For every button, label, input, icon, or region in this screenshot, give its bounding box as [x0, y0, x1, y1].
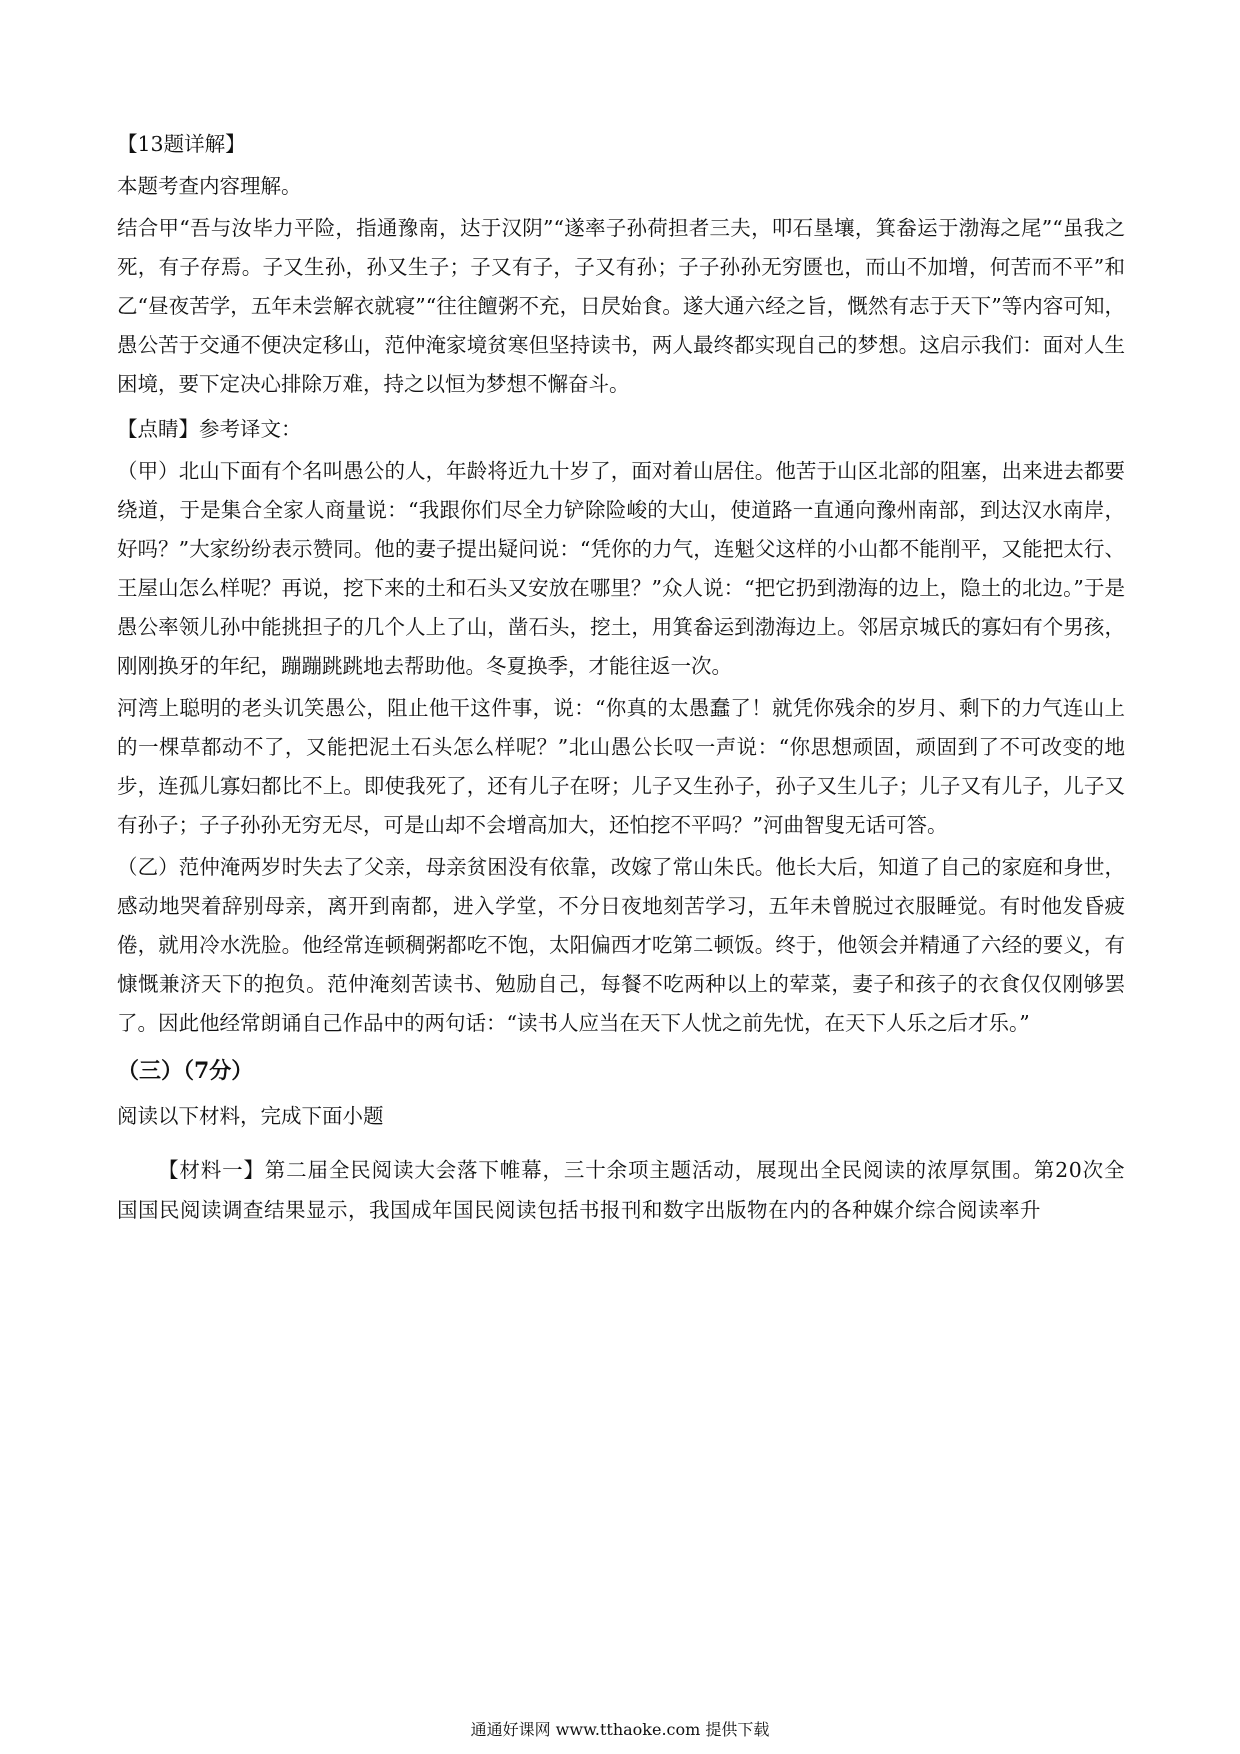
translation-jia-paragraph-1: （甲）北山下面有个名叫愚公的人，年龄将近九十岁了，面对着山居住。他苦于山区北部的阻塞，出来进去都要绕道，于是集合全家人商量说：“我跟你们尽全力铲除险峻的大山，使道路一直通向豫州南部，到达汉水南岸，好吗？”大家纷纷表示赞同。他的妻子提出疑问说：“凭你的力气，连魁父这样的小山都不能削平，又能把太行、王屋山怎么样呢？再说，挖下来的土和石头又安放在哪里？”众人说：“把它扔到渤海的边上，隐土的北边。”于是愚公率领儿孙中能挑担子的几个人上了山，凿石头，挖土，用箕畚运到渤海边上。邻居京城氏的寡妇有个男孩，刚刚换牙的年纪，蹦蹦跳跳地去帮助他。冬夏换季，才能往返一次。 — [117, 459, 1125, 678]
material-1-paragraph: 【材料一】第二届全民阅读大会落下帷幕，三十余项主题活动，展现出全民阅读的浓厚氛围。第20次全国国民阅读调查结果显示，我国成年国民阅读包括书报刊和数字出版物在内的各种媒介综合阅读率升 — [117, 1158, 1125, 1222]
question-13-analysis: 结合甲“吾与汝毕力平险，指通豫南，达于汉阴”“遂率子孙荷担者三夫，叩石垦壤，箕畚运于渤海之尾”“虽我之死，有子存焉。子又生孙，孙又生子；子又有子，子又有孙；子子孙孙无穷匮也，而山不加增，何苦而不平”和乙“昼夜苦学，五年未尝解衣就寝”“往往饘粥不充，日昃始食。遂大通六经之旨，慨然有志于天下”等内容可知，愚公苦于交通不便决定移山，范仲淹家境贫寒但坚持读书，两人最终都实现自己的梦想。这启示我们：面对人生困境，要下定决心排除万难，持之以恒为梦想不懈奋斗。 — [117, 216, 1125, 396]
part-3-instruction: 阅读以下材料，完成下面小题 — [117, 1104, 384, 1128]
translation-heading: 【点睛】参考译文： — [117, 417, 302, 441]
question-13-intro: 本题考查内容理解。 — [117, 174, 302, 198]
page-footer: 通通好课网 www.tthaoke.com 提供下载 — [470, 1720, 770, 1739]
translation-jia-paragraph-2: 河湾上聪明的老头讥笑愚公，阻止他干这件事，说：“你真的太愚蠢了！就凭你残余的岁月、剩下的力气连山上的一棵草都动不了，又能把泥土石头怎么样呢？”北山愚公长叹一声说：“你思想顽固，顽固到了不可改变的地步，连孤儿寡妇都比不上。即使我死了，还有儿子在呀；儿子又生孙子，孙子又生儿子；儿子又有儿子，儿子又有孙子；子子孙孙无穷无尽，可是山却不会增高加大，还怕挖不平吗？”河曲智叟无话可答。 — [117, 696, 1125, 837]
part-3-heading: （三）（7分） — [117, 1058, 254, 1084]
translation-yi-paragraph: （乙）范仲淹两岁时失去了父亲，母亲贫困没有依靠，改嫁了常山朱氏。他长大后，知道了自己的家庭和身世，感动地哭着辞别母亲，离开到南都，进入学堂，不分日夜地刻苦学习，五年未曾脱过衣服睡觉。有时他发昏疲倦，就用冷水洗脸。他经常连顿稠粥都吃不饱，太阳偏西才吃第二顿饭。终于，他领会并精通了六经的要义，有慷慨兼济天下的抱负。范仲淹刻苦读书、勉励自己，每餐不吃两种以上的荤菜，妻子和孩子的衣食仅仅刚够罢了。因此他经常朗诵自己作品中的两句话：“读书人应当在天下人忧之前先忧，在天下人乐之后才乐。” — [117, 855, 1125, 1035]
document-body — [117, 125, 1125, 1230]
question-13-heading: 【13题详解】 — [117, 132, 246, 156]
